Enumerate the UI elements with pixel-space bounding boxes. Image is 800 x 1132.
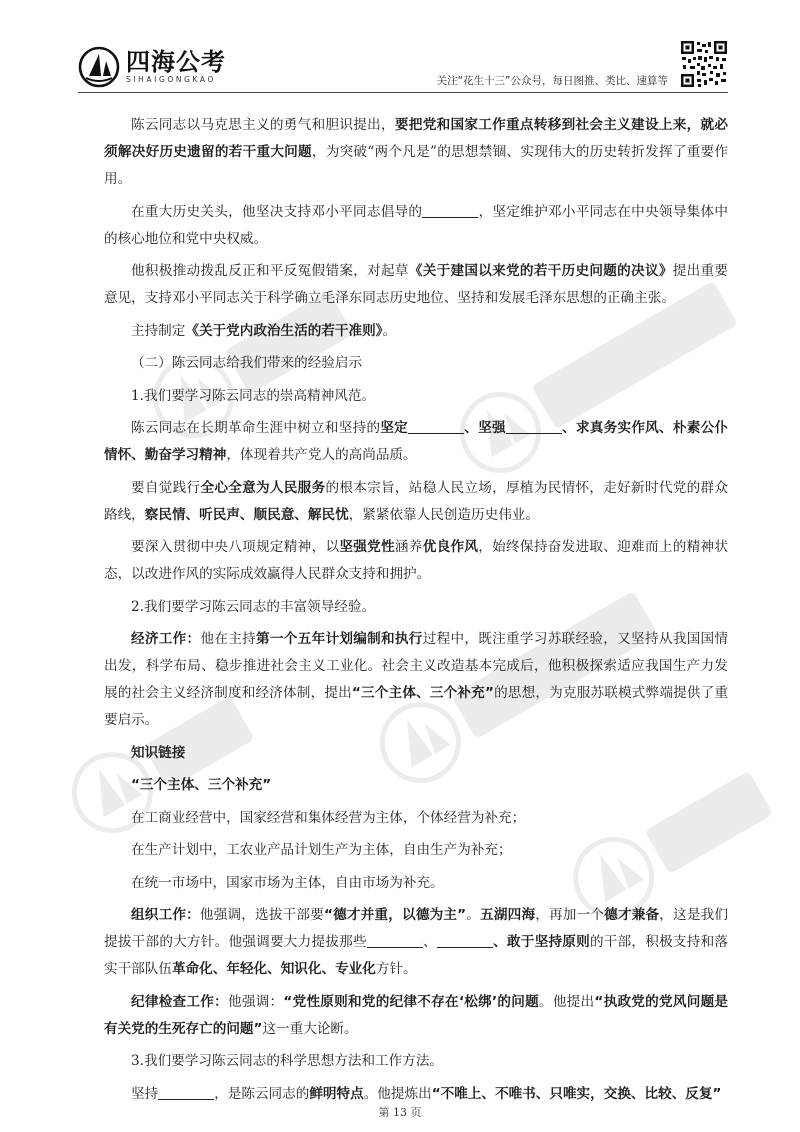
fill-blank	[158, 1084, 214, 1100]
paragraph: 要自觉践行全心全意为人民服务的根本宗旨，站稳人民立场，厚植为民情怀，走好新时代党的群众路线，察民情、听民声、顺民意、解民忧，紧紧依靠人民创造历史伟业。	[104, 479, 728, 523]
paragraph: 经济工作：他在主持第一个五年计划编制和执行过程中，既注重学习苏联经验，又坚持从我国国情出发，科学布局、稳步推进社会主义工业化。社会主义改造基本完成后，他积极探索适应我国生产力发展的社会主义经济制度和经济体制，提出“三个主体、三个补充”的思想，为克服苏联模式弊端提供了重要启示。	[104, 631, 729, 728]
page-number: 第 13 页	[378, 1106, 422, 1119]
fill-blank	[506, 418, 562, 434]
subsection-heading: 3.我们要学习陈云同志的科学思想方法和工作方法。	[131, 1053, 444, 1069]
header-divider	[78, 92, 728, 93]
qr-code-icon	[680, 40, 728, 88]
knowledge-link-item: 在统一市场中，国家市场为主体，自由市场为补充。	[131, 874, 444, 891]
document-body	[104, 112, 728, 1113]
page-header	[78, 40, 728, 96]
brand-name: 四海公考	[126, 48, 226, 76]
paragraph: 纪律检查工作：他强调：“党性原则和党的纪律不存在‘松绑’的问题。他提出“执政党的党风问题是有关党的生死存亡的问题”这一重大论断。	[104, 993, 729, 1037]
sailboat-logo-icon	[78, 46, 120, 88]
knowledge-link-item: 在工商业经营中，国家经营和集体经营为主体，个体经营为补充；	[131, 809, 526, 826]
paragraph: 组织工作：他强调，选拔干部要“德才并重，以德为主”。五湖四海，再加一个德才兼备，这是我们提拔干部的大方针。他强调要大力提拔那些 、 、敢于坚持原则的干部，积极支持和落实干部队伍革命化、年轻化、知识化、专业化方针。	[104, 907, 729, 977]
fill-blank	[422, 202, 478, 218]
fill-blank	[367, 932, 423, 948]
knowledge-link-title: “三个主体、三个补充”	[131, 777, 272, 793]
fill-blank	[408, 418, 464, 434]
paragraph: 坚持 ，是陈云同志的鲜明特点。他提炼出“不唯上、不唯书、只唯实，交换、比较、反复”	[131, 1085, 722, 1102]
header-note: 关注“花生十三”公众号，每日图推、类比、速算等	[436, 75, 668, 87]
knowledge-link-heading: 知识链接	[131, 744, 186, 761]
knowledge-link-item: 在生产计划中，工农业产品计划生产为主体，自由生产为补充；	[131, 842, 512, 858]
paragraph: 陈云同志在长期革命生涯中树立和坚持的坚定 、坚强 、求真务实作风、朴素公仆情怀、勤奋学习精神，体现着共产党人的高尚品质。	[104, 420, 729, 463]
paragraph: 他积极推动拨乱反正和平反冤假错案，对起草《关于建国以来党的若干历史问题的决议》提出重要意见，支持邓小平同志关于科学确立毛泽东同志历史地位、坚持和发展毛泽东思想的正确主张。	[104, 263, 728, 306]
paragraph: 在重大历史关头，他坚决支持邓小平同志倡导的 ，坚定维护邓小平同志在中央领导集体中的核心地位和党中央权威。	[104, 203, 729, 247]
subsection-heading: 1.我们要学习陈云同志的崇高精神风范。	[131, 387, 376, 404]
brand-logo	[78, 46, 226, 88]
subsection-heading: 2.我们要学习陈云同志的丰富领导经验。	[131, 598, 376, 615]
paragraph: 主持制定《关于党内政治生活的若干准则》。	[131, 322, 397, 339]
brand-name-latin: SIHAIGONGKAO	[126, 75, 216, 84]
fill-blank	[437, 932, 493, 948]
section-heading: （二）陈云同志给我们带来的经验启示	[131, 355, 363, 371]
paragraph: 陈云同志以马克思主义的勇气和胆识提出，要把党和国家工作重点转移到社会主义建设上来，就必须解决好历史遗留的若干重大问题，为突破“两个凡是”的思想禁锢、实现伟大的历史转折发挥了重要作用。	[104, 117, 729, 187]
paragraph: 要深入贯彻中央八项规定精神，以坚强党性涵养优良作风，始终保持奋发进取、迎难而上的精神状态，以改进作风的实际成效赢得人民群众支持和拥护。	[104, 539, 728, 582]
